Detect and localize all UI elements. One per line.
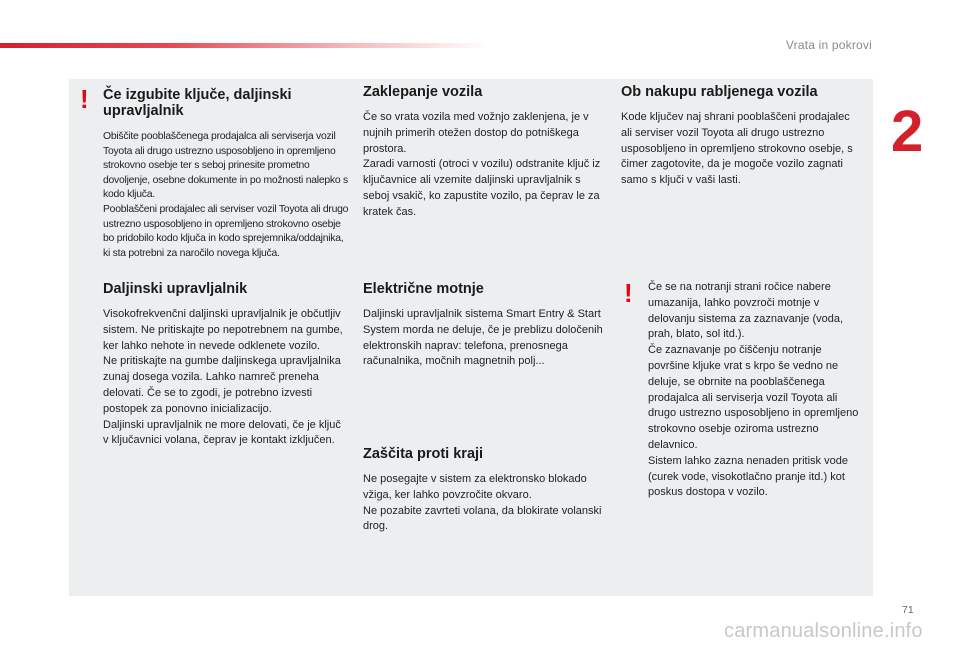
section-heading: Zaščita proti kraji [363, 446, 484, 462]
section-body: Daljinski upravljalnik sistema Smart Entry & Start System morda ne deluje, če je preblizu določenih elektronskih naprav: telefona, prenosnega računalnika, močnih magnetnih polj... [363, 308, 603, 368]
section-title: Vrata in pokrovi [785, 38, 872, 52]
section-body: Če so vrata vozila med vožnjo zaklenjena, je v nujnih primerih otežen dostop do potniškega prostora. Zaradi varnosti (otroci v vozilu) odstranite ključ iz ključavnice ali vzemite daljinski upravljalnik s seboj vsakič, ko zapustite vozilo, pa čeprav le za kratek čas. [363, 111, 601, 218]
section-body: Kode ključev naj shrani pooblaščeni prodajalec ali serviser vozil Toyota ali drugo ustrezno usposobljeno in opremljeno strokovno osebje, s čimer zagotovite, da je mogoče vozilo zagnati samo s ključi v vaši lasti. [621, 111, 853, 187]
warning-icon: ! [624, 278, 633, 308]
section-anti-theft [363, 446, 603, 535]
section-remote-control [103, 281, 348, 449]
section-locking [363, 84, 603, 221]
section-lost-keys [103, 87, 353, 261]
section-heading: Če izgubite ključe, daljinski upravljalnik [103, 87, 292, 119]
section-heading: Električne motnje [363, 281, 484, 297]
watermark: carmanualsonline.info [724, 620, 923, 642]
section-handle-sensor-note [648, 280, 864, 501]
section-used-vehicle [621, 84, 861, 189]
section-body: Ne posegajte v sistem za elektronsko blokado vžiga, ker lahko povzročite okvaro. Ne pozabite zavrteti volana, da blokirate volanski drog. [363, 473, 602, 533]
section-body: Visokofrekvenčni daljinski upravljalnik je občutljiv sistem. Ne pritiskajte po nepotrebnem na gumbe, ker lahko nehote in nevede odklenete vozilo. Ne pritiskajte na gumbe daljinskega upravljalnika zunaj dosega vozila. Lahko namreč preneha delovati. Če se to zgodi, je potrebno izvesti postopek za ponovno inicializacijo. Daljinski upravljalnik ne more delovati, če je ključ v ključavnici volana, čeprav je kontakt izključen. [103, 308, 343, 447]
header-accent-bar [0, 43, 490, 48]
chapter-number: 2 [891, 99, 924, 164]
section-heading: Zaklepanje vozila [363, 84, 483, 100]
section-heading: Daljinski upravljalnik [103, 281, 248, 297]
warning-icon: ! [80, 84, 89, 114]
page-number: 71 [902, 604, 914, 616]
section-heading: Ob nakupu rabljenega vozila [621, 84, 818, 100]
section-electrical-interference [363, 281, 603, 370]
section-body: Če se na notranji strani ročice nabere umazanija, lahko povzroči motnje v delovanju sistema za zaznavanje (voda, prah, blato, sol itd.). Če zaznavanje po čiščenju notranje površine kljuke vrat s krpo še vedno ne deluje, se obrnite na pooblaščenega prodajalca ali serviserja vozil Toyota ali drugo ustrezno usposobljeno in opremljeno strokovno osebje oziroma ustrezno delavnico. Sistem lahko zazna nenaden pritisk vode (curek vode, visokotlačno pranje itd.) kot poskus dostopa v vozilo. [648, 281, 859, 499]
section-body: Obiščite pooblaščenega prodajalca ali serviserja vozil Toyota ali drugo ustrezno usposobljeno in opremljeno strokovno osebje ter s seboj prinesite prometno dovoljenje, osebne dokumente in po možnosti nalepko s kodo ključa. Pooblaščeni prodajalec ali serviser vozil Toyota ali drugo ustrezno usposobljeno in opremljeno strokovno osebje bo pridobilo kodo ključa in kodo sprejemnika/oddajnika, ki sta potrebni za naročilo novega ključa. [103, 131, 349, 259]
